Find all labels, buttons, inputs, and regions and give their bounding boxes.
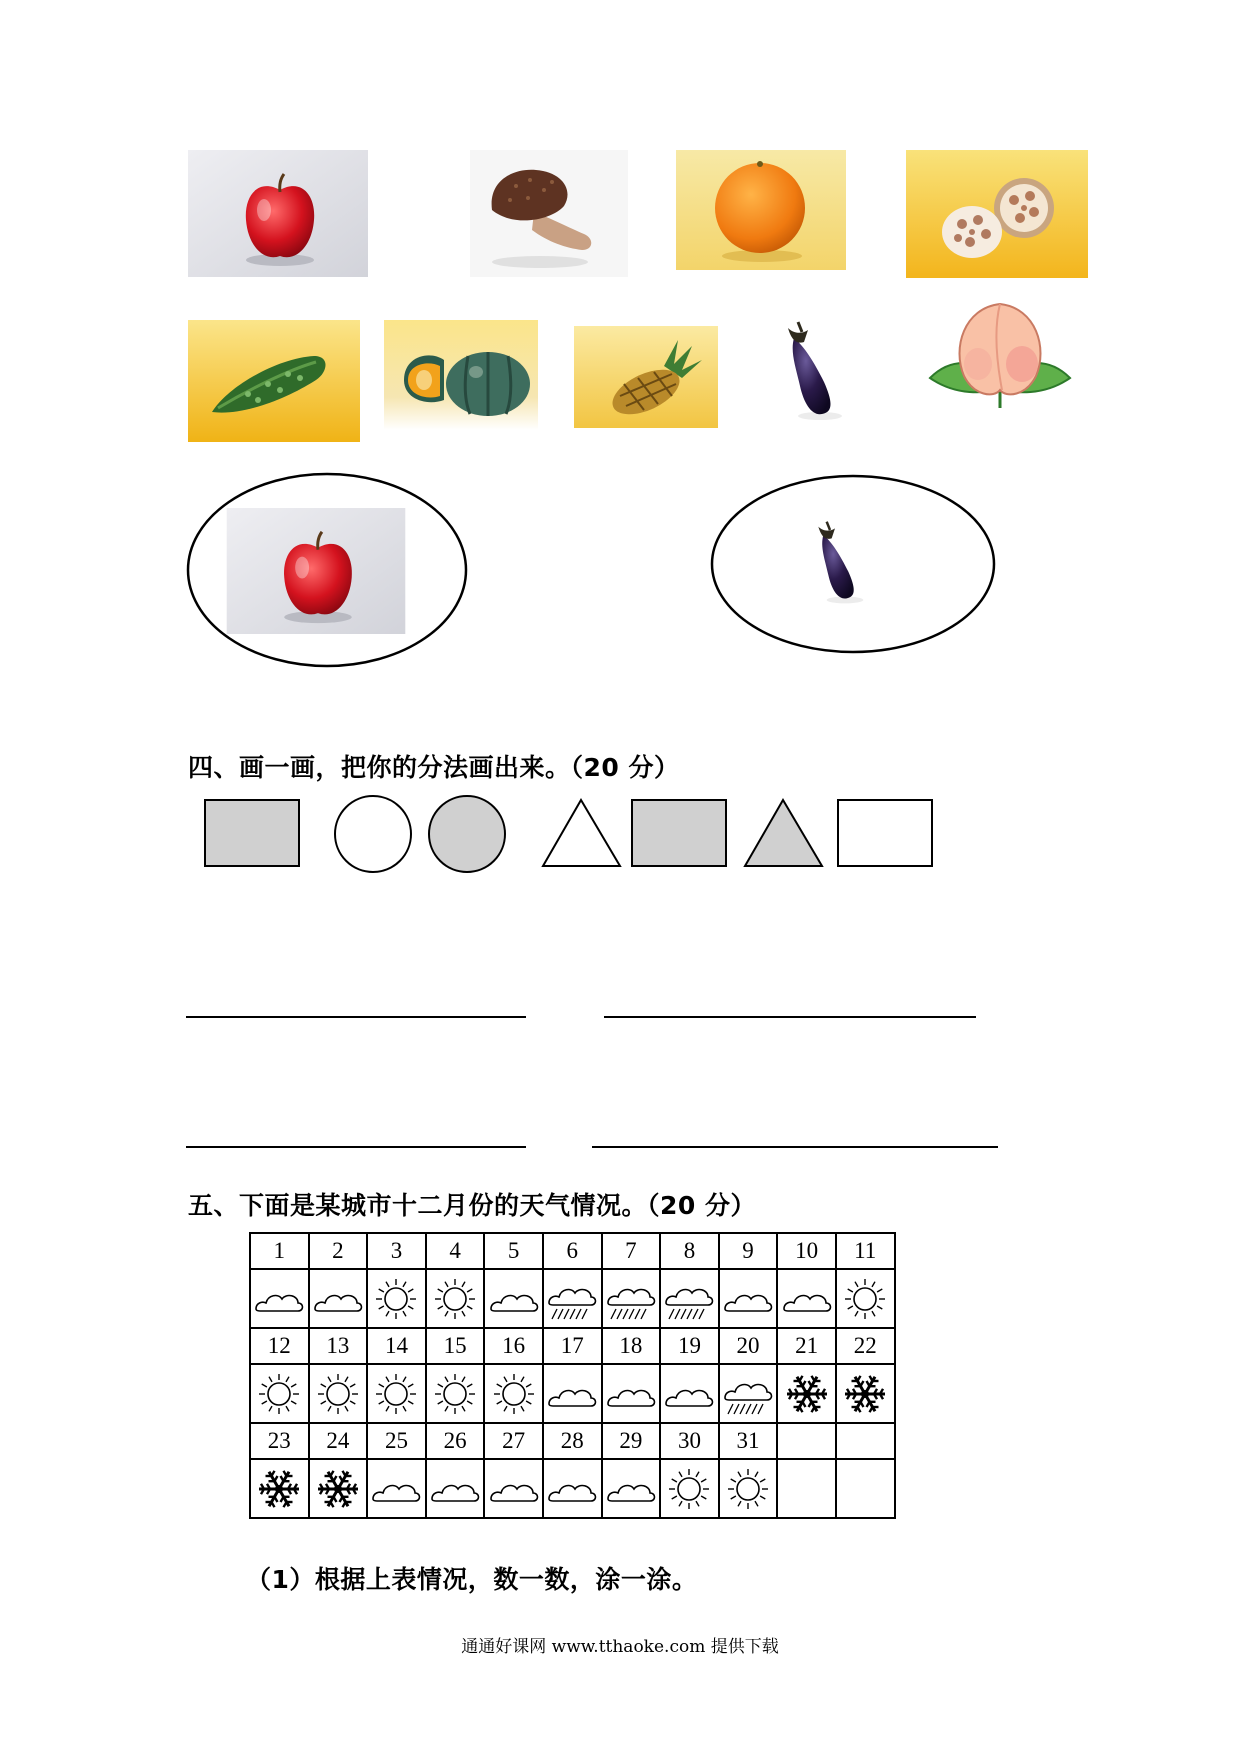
gray-square <box>205 800 299 866</box>
cloudy-icon <box>604 1465 658 1513</box>
day-number: 31 <box>719 1423 778 1459</box>
day-number: 14 <box>367 1328 426 1364</box>
sunny-icon <box>311 1370 365 1418</box>
snow-icon <box>838 1370 892 1418</box>
weather-icon-row <box>250 1459 895 1518</box>
apple-photo <box>226 508 406 634</box>
cloudy-icon <box>311 1275 365 1323</box>
day-number: 19 <box>660 1328 719 1364</box>
empty-cell <box>777 1423 836 1459</box>
weather-cell <box>543 1364 602 1423</box>
pumpkin-photo <box>384 320 538 430</box>
sunny-icon <box>428 1275 482 1323</box>
cloudy-icon <box>545 1370 599 1418</box>
weather-cell <box>250 1459 309 1518</box>
eggplant-photo <box>754 312 874 424</box>
cloudy-icon <box>252 1275 306 1323</box>
rain-icon <box>545 1275 599 1323</box>
cloudy-icon <box>780 1275 834 1323</box>
weather-icon-row <box>250 1269 895 1328</box>
empty-cell <box>836 1423 895 1459</box>
day-number: 2 <box>309 1233 368 1269</box>
question-1: （1）根据上表情况，数一数，涂一涂。 <box>246 1565 698 1594</box>
snow-icon <box>252 1465 306 1513</box>
section4-title: 四、画一画，把你的分法画出来。（20 分） <box>188 753 680 782</box>
peach-drawing <box>924 298 1076 416</box>
sunny-icon <box>369 1275 423 1323</box>
gray-square <box>632 800 726 866</box>
weather-cell <box>250 1364 309 1423</box>
day-number: 29 <box>602 1423 661 1459</box>
weather-cell <box>543 1459 602 1518</box>
weather-cell <box>660 1269 719 1328</box>
day-number: 12 <box>250 1328 309 1364</box>
day-number: 22 <box>836 1328 895 1364</box>
weather-cell <box>836 1364 895 1423</box>
sunny-icon <box>487 1370 541 1418</box>
day-number: 13 <box>309 1328 368 1364</box>
day-number: 17 <box>543 1328 602 1364</box>
white-circle <box>335 796 411 872</box>
cloudy-icon <box>662 1370 716 1418</box>
weather-table <box>249 1232 896 1519</box>
gray-triangle <box>745 800 822 866</box>
snow-icon <box>780 1370 834 1418</box>
day-number: 30 <box>660 1423 719 1459</box>
answer-line[interactable] <box>592 1146 998 1148</box>
answer-line[interactable] <box>186 1146 526 1148</box>
orange-photo <box>676 150 846 270</box>
day-number: 6 <box>543 1233 602 1269</box>
day-number: 9 <box>719 1233 778 1269</box>
section5-title: 五、下面是某城市十二月份的天气情况。（20 分） <box>188 1191 756 1220</box>
weather-cell <box>426 1269 485 1328</box>
day-number: 4 <box>426 1233 485 1269</box>
eggplant-photo <box>790 508 890 612</box>
bitter-melon-photo <box>188 320 360 442</box>
weather-cell <box>777 1269 836 1328</box>
weather-cell <box>719 1364 778 1423</box>
weather-cell <box>367 1459 426 1518</box>
day-number: 1 <box>250 1233 309 1269</box>
rain-icon <box>721 1370 775 1418</box>
cloudy-icon <box>545 1465 599 1513</box>
weather-cell <box>484 1364 543 1423</box>
day-number: 5 <box>484 1233 543 1269</box>
day-number: 11 <box>836 1233 895 1269</box>
weather-cell <box>484 1269 543 1328</box>
day-number: 15 <box>426 1328 485 1364</box>
pineapple-photo <box>574 326 718 428</box>
weather-cell <box>602 1269 661 1328</box>
day-number: 20 <box>719 1328 778 1364</box>
day-number: 23 <box>250 1423 309 1459</box>
gray-circle <box>429 796 505 872</box>
cloudy-icon <box>487 1465 541 1513</box>
white-triangle <box>543 800 620 866</box>
weather-cell <box>309 1269 368 1328</box>
cloudy-icon <box>487 1275 541 1323</box>
day-number: 3 <box>367 1233 426 1269</box>
empty-cell <box>777 1459 836 1518</box>
shapes-row <box>200 790 960 880</box>
snow-icon <box>311 1465 365 1513</box>
day-number-row <box>250 1423 895 1459</box>
weather-cell <box>367 1269 426 1328</box>
empty-cell <box>836 1459 895 1518</box>
weather-cell <box>719 1459 778 1518</box>
cloudy-icon <box>604 1370 658 1418</box>
weather-cell <box>484 1459 543 1518</box>
cloudy-icon <box>428 1465 482 1513</box>
weather-cell <box>660 1364 719 1423</box>
apple-photo <box>188 150 368 277</box>
white-rectangle <box>838 800 932 866</box>
sunny-icon <box>721 1465 775 1513</box>
lotus-root-photo <box>906 150 1088 278</box>
weather-cell <box>660 1459 719 1518</box>
day-number: 24 <box>309 1423 368 1459</box>
cloudy-icon <box>721 1275 775 1323</box>
day-number-row <box>250 1328 895 1364</box>
day-number: 18 <box>602 1328 661 1364</box>
weather-cell <box>250 1269 309 1328</box>
weather-cell <box>367 1364 426 1423</box>
day-number: 27 <box>484 1423 543 1459</box>
weather-cell <box>543 1269 602 1328</box>
weather-cell <box>426 1459 485 1518</box>
weather-cell <box>426 1364 485 1423</box>
footer-credit: 通通好课网 www.tthaoke.com 提供下载 <box>461 1637 779 1657</box>
sunny-icon <box>369 1370 423 1418</box>
answer-line[interactable] <box>186 1016 526 1018</box>
cloudy-icon <box>369 1465 423 1513</box>
sunny-icon <box>428 1370 482 1418</box>
day-number: 25 <box>367 1423 426 1459</box>
day-number: 26 <box>426 1423 485 1459</box>
weather-cell <box>602 1364 661 1423</box>
rain-icon <box>604 1275 658 1323</box>
weather-cell <box>777 1364 836 1423</box>
day-number: 28 <box>543 1423 602 1459</box>
sunny-icon <box>838 1275 892 1323</box>
day-number-row <box>250 1233 895 1269</box>
weather-icon-row <box>250 1364 895 1423</box>
mushroom-photo <box>470 150 628 277</box>
weather-cell <box>309 1459 368 1518</box>
sunny-icon <box>662 1465 716 1513</box>
day-number: 8 <box>660 1233 719 1269</box>
answer-line[interactable] <box>604 1016 976 1018</box>
day-number: 21 <box>777 1328 836 1364</box>
day-number: 10 <box>777 1233 836 1269</box>
weather-cell <box>719 1269 778 1328</box>
day-number: 7 <box>602 1233 661 1269</box>
day-number: 16 <box>484 1328 543 1364</box>
rain-icon <box>662 1275 716 1323</box>
sunny-icon <box>252 1370 306 1418</box>
weather-cell <box>836 1269 895 1328</box>
weather-cell <box>602 1459 661 1518</box>
weather-cell <box>309 1364 368 1423</box>
